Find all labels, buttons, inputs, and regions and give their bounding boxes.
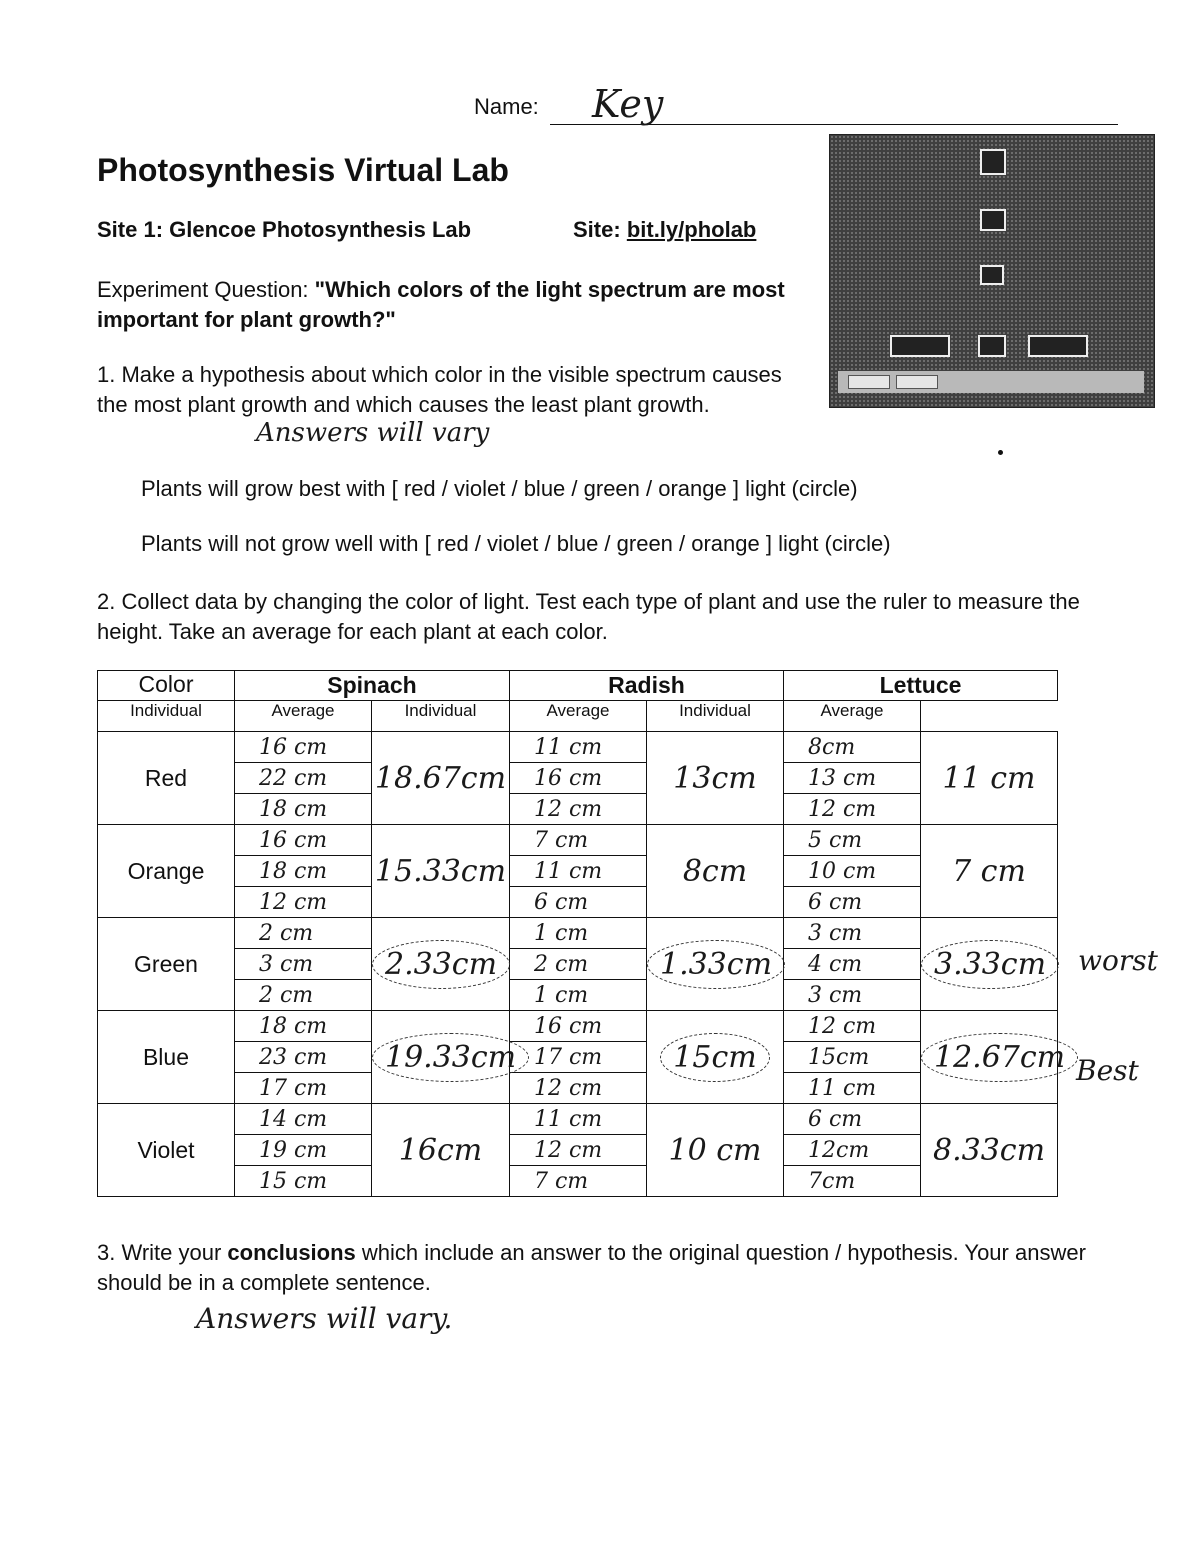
- name-label: Name:: [474, 94, 539, 119]
- individual-measurement: 16 cm: [235, 732, 372, 763]
- lab-screenshot-image: [829, 134, 1155, 408]
- subheader-average: Average: [235, 701, 372, 732]
- individual-measurement: 1 cm: [510, 980, 647, 1011]
- site-link-row: [573, 217, 756, 243]
- table-row: [98, 1073, 1058, 1104]
- average-value: [647, 1011, 784, 1104]
- individual-measurement: 12 cm: [784, 1011, 921, 1042]
- individual-measurement: 17 cm: [510, 1042, 647, 1073]
- average-value: 13cm: [647, 732, 784, 825]
- individual-measurement: 6 cm: [784, 887, 921, 918]
- individual-measurement: 2 cm: [235, 980, 372, 1011]
- average-value: 11 cm: [921, 732, 1058, 825]
- average-value: 18.67cm: [372, 732, 510, 825]
- note-worst: worst: [1078, 944, 1158, 977]
- individual-measurement: 3 cm: [784, 980, 921, 1011]
- question-1-answer: Answers will vary: [256, 418, 490, 448]
- individual-measurement: 10 cm: [784, 856, 921, 887]
- experiment-question: [97, 275, 832, 335]
- average-value: 16cm: [372, 1104, 510, 1197]
- average-value: [372, 1011, 517, 1104]
- table-row: [98, 918, 1058, 949]
- individual-measurement: 11 cm: [510, 856, 647, 887]
- circled-average: 19.33cm: [372, 1033, 529, 1082]
- individual-measurement: 3 cm: [235, 949, 372, 980]
- individual-measurement: 5 cm: [784, 825, 921, 856]
- site-url-link[interactable]: bit.ly/pholab: [626, 217, 757, 242]
- site-label: Site:: [573, 217, 621, 242]
- question-2-text: 2. Collect data by changing the color of light. Test each type of plant and use the ruler to measure the height. Take an average for each plant at each color.: [97, 589, 1080, 644]
- individual-measurement: 23 cm: [235, 1042, 372, 1073]
- average-value: 8.33cm: [921, 1104, 1058, 1197]
- plant-header-radish: Radish: [510, 671, 784, 701]
- table-row: [98, 1104, 1058, 1135]
- page-title: Photosynthesis Virtual Lab: [97, 152, 509, 188]
- color-cell: Orange: [98, 825, 235, 918]
- question-3-bold: conclusions: [227, 1240, 356, 1265]
- individual-measurement: 16 cm: [510, 1011, 647, 1042]
- individual-measurement: 11 cm: [510, 1104, 647, 1135]
- subheader-individual: Individual: [647, 701, 784, 732]
- color-cell: Green: [98, 918, 235, 1011]
- individual-measurement: 22 cm: [235, 763, 372, 794]
- average-value: [921, 918, 1058, 1011]
- individual-measurement: 12 cm: [510, 1073, 647, 1104]
- individual-measurement: 18 cm: [235, 1011, 372, 1042]
- question-1-text: 1. Make a hypothesis about which color in the visible spectrum causes the most plant growth and which causes the least plant growth.: [97, 362, 782, 417]
- table-row: [98, 763, 1058, 794]
- note-best: Best: [1076, 1054, 1139, 1087]
- circled-average: 12.67cm: [921, 1033, 1078, 1082]
- individual-measurement: 18 cm: [235, 794, 372, 825]
- individual-measurement: 11 cm: [784, 1073, 921, 1104]
- individual-measurement: 16 cm: [510, 763, 647, 794]
- individual-measurement: 12 cm: [235, 887, 372, 918]
- plant-header-lettuce: Lettuce: [784, 671, 1058, 701]
- color-cell: Violet: [98, 1104, 235, 1197]
- individual-measurement: 13 cm: [784, 763, 921, 794]
- site-1-label: Site 1: Glencoe Photosynthesis Lab: [97, 217, 472, 242]
- individual-measurement: 15cm: [784, 1042, 921, 1073]
- stray-dot: [998, 450, 1003, 455]
- average-value: 7 cm: [921, 825, 1058, 918]
- table-row: [98, 825, 1058, 856]
- question-3-pre: 3. Write your: [97, 1240, 228, 1265]
- circled-average: 15cm: [660, 1033, 769, 1082]
- table-row: [98, 1135, 1058, 1166]
- color-header: Color: [98, 671, 235, 701]
- table-row: [98, 949, 1058, 980]
- average-value: 15.33cm: [372, 825, 510, 918]
- question-3-post: which include an answer to the original question / hypothesis. Your answer should be in a complete sentence.: [97, 1240, 1086, 1295]
- individual-measurement: 7 cm: [510, 1166, 647, 1197]
- individual-measurement: 12cm: [784, 1135, 921, 1166]
- table-row: [98, 980, 1058, 1011]
- individual-measurement: 18 cm: [235, 856, 372, 887]
- circled-average: 3.33cm: [921, 940, 1059, 989]
- color-cell: Blue: [98, 1011, 235, 1104]
- subheader-individual: Individual: [372, 701, 510, 732]
- individual-measurement: 6 cm: [510, 887, 647, 918]
- average-value: [647, 918, 784, 1011]
- individual-measurement: 2 cm: [510, 949, 647, 980]
- table-row: [98, 1166, 1058, 1197]
- individual-measurement: 7cm: [784, 1166, 921, 1197]
- individual-measurement: 4 cm: [784, 949, 921, 980]
- average-value: [921, 1011, 1066, 1104]
- experiment-question-label: Experiment Question:: [97, 277, 315, 302]
- subheader-individual: Individual: [98, 701, 235, 732]
- table-row: [98, 732, 1058, 763]
- individual-measurement: 15 cm: [235, 1166, 372, 1197]
- circle-worst-prompt: Plants will not grow well with [ red / violet / blue / green / orange ] light (circle): [141, 531, 891, 556]
- individual-measurement: 3 cm: [784, 918, 921, 949]
- table-row: [98, 856, 1058, 887]
- question-3-answer: Answers will vary.: [196, 1302, 453, 1335]
- individual-measurement: 11 cm: [510, 732, 647, 763]
- individual-measurement: 7 cm: [510, 825, 647, 856]
- table-row: [98, 887, 1058, 918]
- table-row: [98, 1042, 1058, 1073]
- individual-measurement: 12 cm: [784, 794, 921, 825]
- individual-measurement: 1 cm: [510, 918, 647, 949]
- individual-measurement: 6 cm: [784, 1104, 921, 1135]
- circled-average: 2.33cm: [372, 940, 510, 989]
- individual-measurement: 16 cm: [235, 825, 372, 856]
- individual-measurement: 12 cm: [510, 1135, 647, 1166]
- data-table: [97, 670, 1066, 1197]
- circle-best-prompt: Plants will grow best with [ red / violet / blue / green / orange ] light (circle): [141, 476, 858, 501]
- color-cell: Red: [98, 732, 235, 825]
- individual-measurement: 14 cm: [235, 1104, 372, 1135]
- average-value: 8cm: [647, 825, 784, 918]
- circled-average: 1.33cm: [647, 940, 785, 989]
- name-value: Key: [592, 82, 664, 126]
- plant-header-spinach: Spinach: [235, 671, 510, 701]
- subheader-average: Average: [510, 701, 647, 732]
- experiment-question-text: "Which colors of the light spectrum are most important for plant growth?": [97, 277, 785, 332]
- individual-measurement: 17 cm: [235, 1073, 372, 1104]
- subheader-average: Average: [784, 701, 921, 732]
- individual-measurement: 8cm: [784, 732, 921, 763]
- average-value: 10 cm: [647, 1104, 784, 1197]
- individual-measurement: 2 cm: [235, 918, 372, 949]
- question-3-text: [97, 1238, 1107, 1298]
- individual-measurement: 19 cm: [235, 1135, 372, 1166]
- table-row: [98, 794, 1058, 825]
- average-value: [372, 918, 510, 1011]
- individual-measurement: 12 cm: [510, 794, 647, 825]
- table-row: [98, 1011, 1058, 1042]
